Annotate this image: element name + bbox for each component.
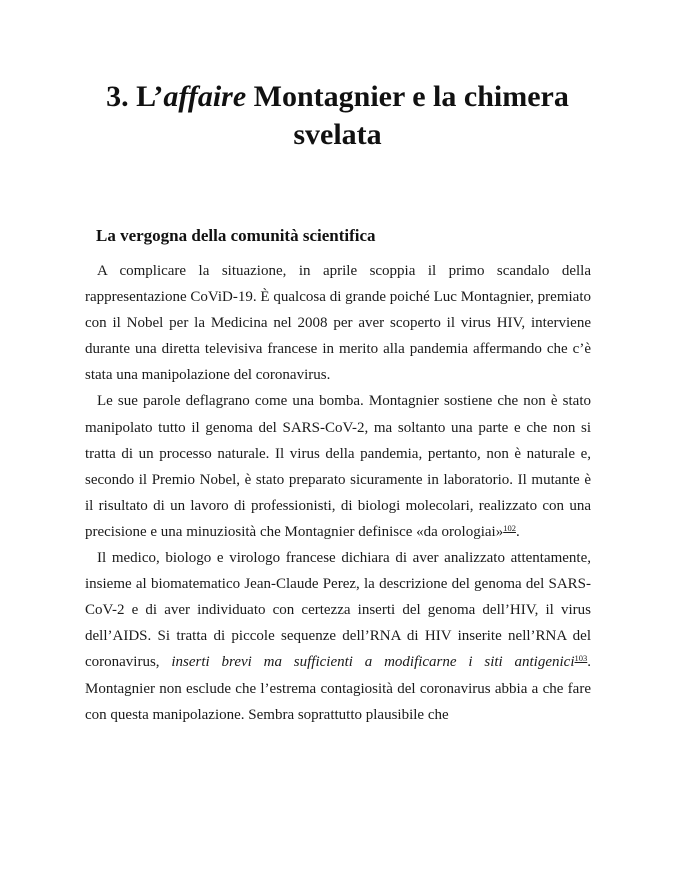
paragraph-2-end: . [515,523,520,540]
footnote-ref-103[interactable]: 103 [574,653,588,664]
paragraph-2-text: Le sue parole deflagrano come una bomba. Montagnier sostiene che non è stato manipolato tutto il genoma del SARS-CoV-2, ma soltanto una parte e che non si tratta di un processo naturale. Il virus della pandemia, pertanto, non è naturale e, secondo il Premio Nobel, è stato preparato sicuramente in laboratorio. Il mutante è il risultato di un lavoro di professionisti, di biologi molecolari, realizzato con una precisione e una minuziosità che Montagnier definisce «da orologiai» [85,393,591,540]
chapter-title-italic: affaire [163,80,247,113]
paragraph-1: A complicare la situazione, in aprile scoppia il primo scandalo della rappresentazione CoViD-19. È qualcosa di grande poiché Luc Montagnier, premiato con il Nobel per la Medicina nel 2008 per aver scoperto il virus HIV, interviene durante una diretta televisiva francese in merito alla pandemia affermando che c’è stata una manipolazione del coronavirus. [85,263,591,384]
section-heading: La vergogna della comunità scientifica [96,226,376,245]
chapter-title [60,78,615,154]
footnote-ref-102[interactable]: 102 [503,522,516,533]
chapter-title-prefix: 3. L’ [106,80,164,113]
paragraph-3 [85,545,591,728]
chapter-title-suffix: Montagnier e la chimera svelata [246,80,569,151]
body-text [85,258,591,728]
paragraph-3-end: . Montagnier non esclude che l’estrema contagiosità del coronavirus abbia a che fare con questa manipolazione. Sembra soprattutto plausibile che [85,654,592,723]
paragraph-2 [85,388,591,545]
paragraph-3-italic: inserti brevi ma sufficienti a modificarne i siti antigenici [171,654,575,671]
paragraph-3-text: Il medico, biologo e virologo francese dichiara di aver analizzato attentamente, insieme al biomatematico Jean-Claude Perez, la descrizione del genoma del SARS-CoV-2 e di aver individuato con certezza inserti del genoma dell’HIV, il virus dell’AIDS. Si tratta di piccole sequenze dell’RNA di HIV inserite nell’RNA del coronavirus, [85,550,591,671]
